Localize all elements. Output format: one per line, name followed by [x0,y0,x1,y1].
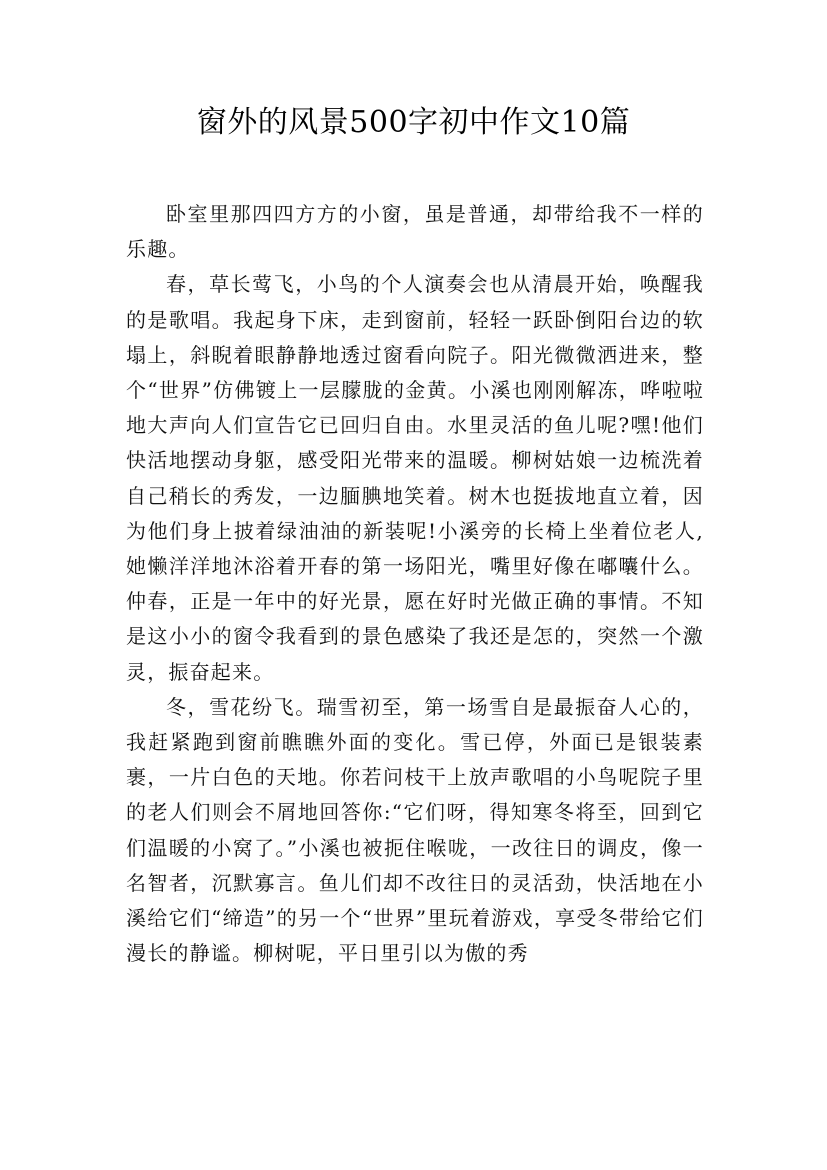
paragraph-intro: 卧室里那四四方方的小窗，虽是普通，却带给我不一样的乐趣。 [126,202,704,262]
document-body [126,197,704,971]
paragraph-winter: 冬，雪花纷飞。瑞雪初至，第一场雪自是最振奋人心的，我赶紧跑到窗前瞧瞧外面的变化。雪已停，外面已是银装素裹，一片白色的天地。你若问枝干上放声歌唱的小鸟呢院子里的老人们则会不屑地回答你:“它们呀，得知寒冬将至，回到它们温暖的小窝了。”小溪也被扼住喉咙，一改往日的调皮，像一名智者，沉默寡言。鱼儿们却不改往日的灵活劲，快活地在小溪给它们“缔造”的另一个“世界”里玩着游戏，享受冬带给它们漫长的静谧。柳树呢，平日里引以为傲的秀 [126,694,704,966]
document-title: 窗外的风景500字初中作文10篇 [196,105,631,140]
paragraph-spring: 春，草长莺飞，小鸟的个人演奏会也从清晨开始，唤醒我的是歌唱。我起身下床，走到窗前，轻轻一跃卧倒阳台边的软塌上，斜睨着眼静静地透过窗看向院子。阳光微微洒进来，整个“世界”仿佛镀上一层朦胧的金黄。小溪也刚刚解冻，哗啦啦地大声向人们宣告它已回归自由。水里灵活的鱼儿呢?嘿!他们快活地摆动身躯，感受阳光带来的温暖。柳树姑娘一边梳洗着自己稍长的秀发，一边腼腆地笑着。树木也挺拔地直立着，因为他们身上披着绿油油的新装呢!小溪旁的长椅上坐着位老人,她懒洋洋地沐浴着开春的第一场阳光，嘴里好像在嘟囔什么。仲春，正是一年中的好光景，愿在好时光做正确的事情。不知是这小小的窗令我看到的景色感染了我还是怎的，突然一个激灵，振奋起来。 [126,272,704,684]
